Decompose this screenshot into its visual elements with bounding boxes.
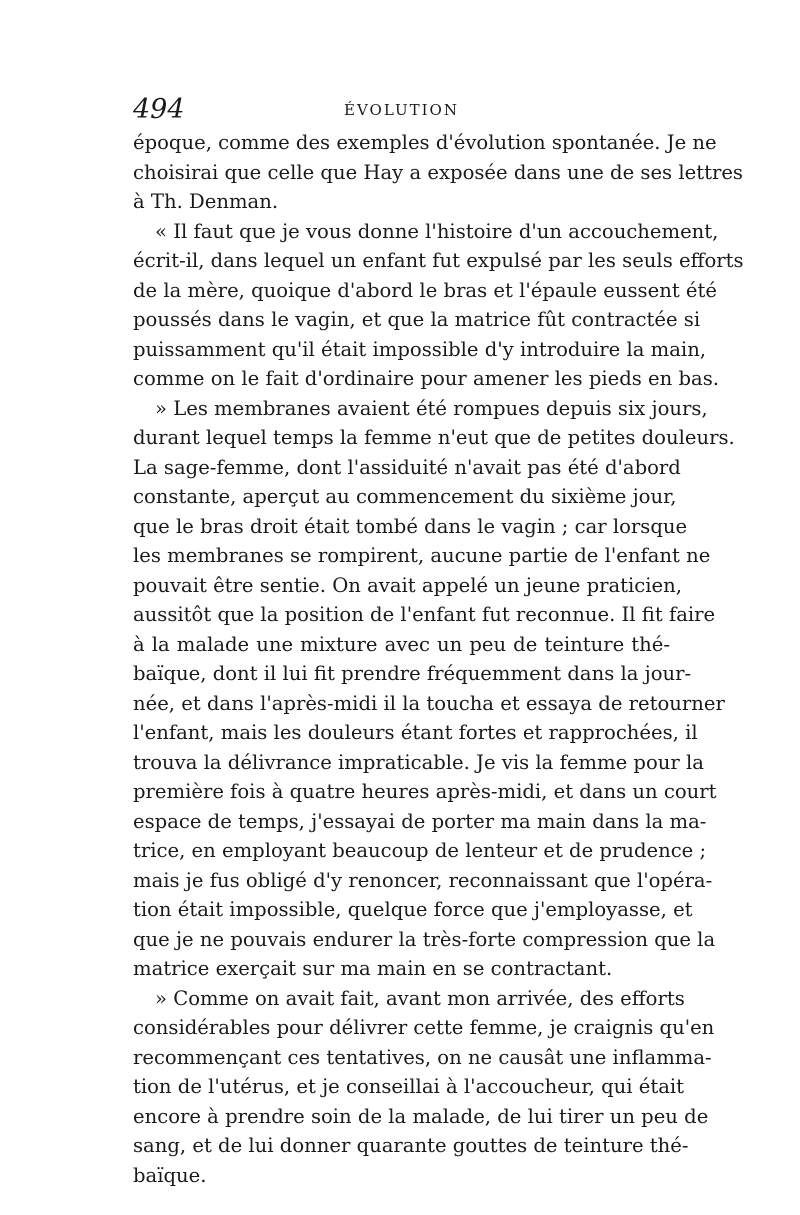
text-line: mais je fus obligé d'y renoncer, reconnaissant que l'opéra- [133, 868, 713, 892]
running-head: ÉVOLUTION [344, 101, 459, 119]
text-line: » Les membranes avaient été rompues depuis six jours, [155, 396, 708, 420]
text-line: comme on le fait d'ordinaire pour amener les pieds en bas. [133, 367, 719, 390]
text-line: née, et dans l'après-midi il la toucha et essaya de retourner [133, 691, 725, 715]
text-line: époque, comme des exemples d'évolution spontanée. Je ne [133, 131, 717, 154]
text-line: aussitôt que la position de l'enfant fut reconnue. Il fit faire [133, 603, 716, 626]
text-line: première fois à quatre heures après-midi, et dans un court [133, 780, 717, 803]
text-line: à la malade une mixture avec un peu de teinture thé- [133, 632, 670, 656]
text-line: que je ne pouvais endurer la très-forte compression que la [133, 927, 716, 951]
text-line: baïque. [133, 1163, 207, 1187]
text-line: matrice exerçait sur ma main en se contractant. [133, 957, 613, 980]
text-line: » Comme on avait fait, avant mon arrivée, des efforts [155, 986, 685, 1010]
text-line: puissamment qu'il était impossible d'y introduire la main, [133, 337, 707, 361]
text-line: espace de temps, j'essayai de porter ma main dans la ma- [133, 809, 707, 833]
text-line: constante, aperçut au commencement du sixième jour, [133, 485, 677, 508]
text-line: tion était impossible, quelque force que j'employasse, et [133, 898, 693, 921]
text-line: La sage-femme, dont l'assiduité n'avait pas été d'abord [133, 455, 681, 479]
text-line: trice, en employant beaucoup de lenteur et de prudence ; [133, 839, 707, 862]
text-line: recommençant ces tentatives, on ne causât une inflamma- [133, 1045, 712, 1069]
text-line: poussés dans le vagin, et que la matrice fût contractée si [133, 308, 701, 331]
text-line: que le bras droit était tombé dans le vagin ; car lorsque [133, 514, 688, 538]
text-line: les membranes se rompirent, aucune partie de l'enfant ne [133, 544, 711, 567]
text-line: écrit-il, dans lequel un enfant fut expulsé par les seuls efforts [133, 249, 744, 272]
text-line: sang, et de lui donner quarante gouttes de teinture thé- [133, 1134, 689, 1157]
text-line: « Il faut que je vous donne l'histoire d'un accouchement, [155, 219, 719, 243]
text-line: à Th. Denman. [133, 190, 279, 213]
text-line: durant lequel temps la femme n'eut que de petites douleurs. [133, 426, 735, 449]
text-line: tion de l'utérus, et je conseillai à l'accoucheur, qui était [133, 1075, 685, 1098]
text-line: de la mère, quoique d'abord le bras et l'épaule eussent été [133, 278, 717, 302]
page-header [133, 92, 670, 128]
text-line: choisirai que celle que Hay a exposée dans une de ses lettres [133, 160, 743, 184]
text-line: pouvait être sentie. On avait appelé un jeune praticien, [133, 573, 682, 597]
text-line: encore à prendre soin de la malade, de lui tirer un peu de [133, 1104, 709, 1128]
page-number: 494 [133, 94, 185, 125]
text-line: baïque, dont il lui fit prendre fréquemment dans la jour- [133, 662, 692, 685]
text-line: considérables pour délivrer cette femme, je craignis qu'en [133, 1016, 715, 1039]
text-line: trouva la délivrance impraticable. Je vis la femme pour la [133, 750, 704, 774]
text-line: l'enfant, mais les douleurs étant fortes et rapprochées, il [133, 721, 698, 744]
body-text [133, 128, 744, 1190]
